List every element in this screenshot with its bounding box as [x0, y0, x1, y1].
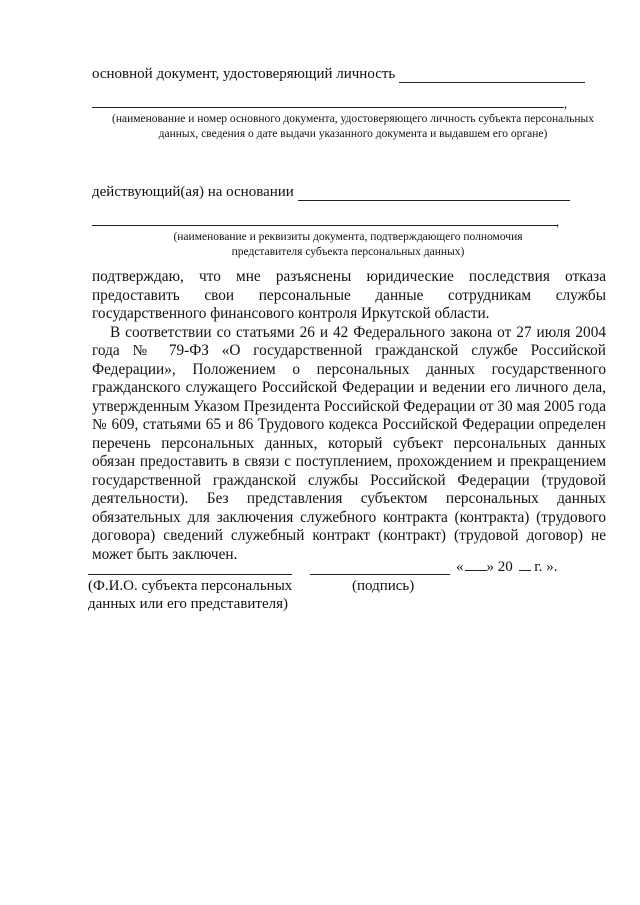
- signature-field[interactable]: [310, 574, 450, 575]
- basis-field-line-2[interactable]: [92, 225, 557, 226]
- signature-caption: (подпись): [352, 578, 415, 594]
- date-year-suffix: г. ».: [534, 559, 558, 575]
- paragraph-legal-basis: В соответствии со статьями 26 и 42 Федерального закона от 27 июля 2004 года № 79-ФЗ «О государственной гражданской службе Российской Федерации», Положением о персональных данных государственного гражданского служащего Российской Федерации и ведении его личного дела, утвержденным Указом Президента Российской Федерации от 30 мая 2005 года № 609, статьями 65 и 86 Трудового кодекса Российской Федерации определен перечень персональных данных, который субъект персональных данных обязан предоставить в связи с поступлением, прохождением и прекращением государственной гражданской службы Российской Федерации (трудовой деятельности). Без представления субъектом персональных данных обязательных для заключения служебного контракта (контракта) (трудового договора) сведений служебный контракт (контракт) (трудовой договор) не может быть заключен.: [92, 323, 606, 563]
- basis-row: [92, 184, 570, 201]
- basis-note: (наименование и реквизиты документа, подтверждающего полномочия представителя субъекта персональных данных): [173, 231, 523, 258]
- date-year-field[interactable]: [519, 558, 531, 571]
- fio-caption-line-2: данных или его представителя): [88, 596, 289, 612]
- fio-caption-line-1: (Ф.И.О. субъекта персональных: [88, 578, 293, 594]
- comma-mark: ,: [564, 96, 568, 111]
- paragraph-confirmation: подтверждаю, что мне разъяснены юридические последствия отказа предоставить свои персональные данные сотрудникам службы государственного финансового контроля Иркутской области.: [92, 268, 606, 322]
- date-day-field[interactable]: [465, 558, 487, 571]
- id-document-field-line-2[interactable]: [92, 107, 564, 108]
- date-field: [456, 558, 557, 576]
- id-document-field[interactable]: [399, 68, 585, 83]
- date-open-quote: «: [456, 559, 464, 575]
- id-document-row: [92, 66, 585, 83]
- id-document-note: (наименование и номер основного документа, удостоверяющего личность субъекта персональных данных, сведения о дате выдачи указанного документа и выдавшем его органе): [112, 113, 594, 140]
- body-text: [92, 268, 606, 564]
- comma-mark-2: ,: [556, 214, 560, 229]
- fio-field[interactable]: [88, 574, 292, 575]
- id-document-label: основной документ, удостоверяющий личность: [92, 66, 396, 82]
- date-year-prefix: » 20: [486, 559, 513, 575]
- basis-field[interactable]: [298, 186, 570, 201]
- basis-label: действующий(ая) на основании: [92, 184, 294, 200]
- fio-caption: [88, 577, 292, 613]
